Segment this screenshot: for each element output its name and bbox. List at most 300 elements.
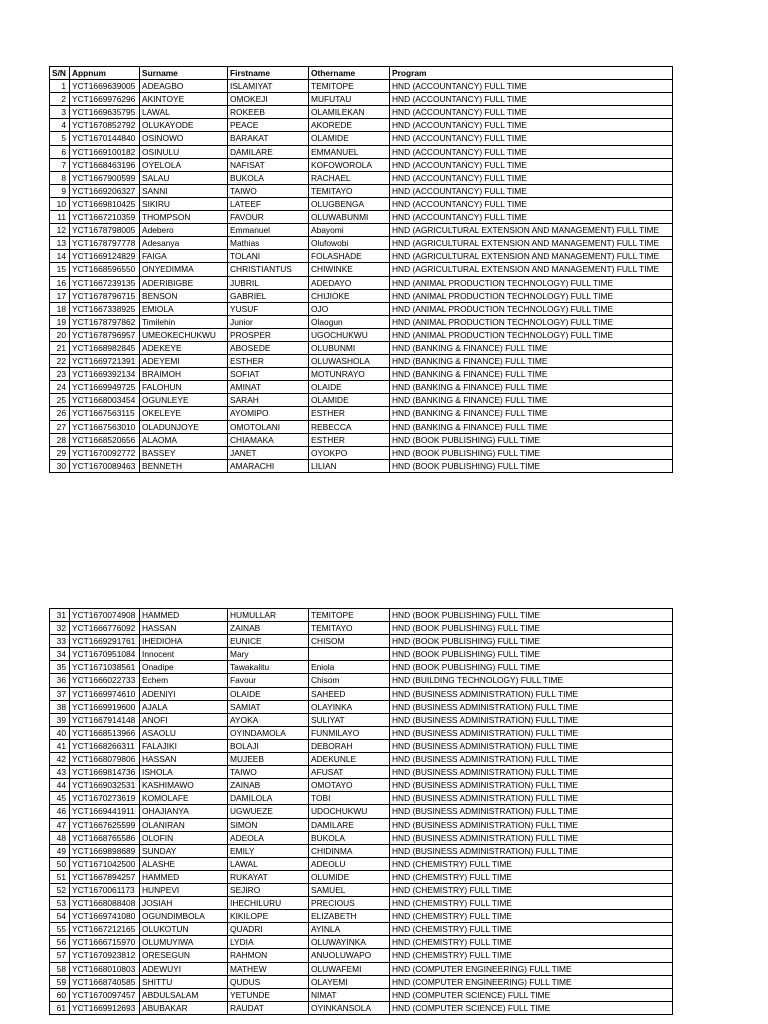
cell-surname: OYELOLA [140, 158, 228, 171]
cell-program: HND (BUSINESS ADMINISTRATION) FULL TIME [390, 779, 673, 792]
cell-surname: ONYEDIMMA [140, 263, 228, 276]
cell-othername: OLUWAYINKA [309, 936, 390, 949]
cell-firstname: SIMON [228, 818, 309, 831]
cell-othername: OLAMIDE [309, 394, 390, 407]
cell-appnum: YCT1668520656 [70, 433, 140, 446]
cell-surname: OSINOWO [140, 132, 228, 145]
cell-surname: OLUKAYODE [140, 119, 228, 132]
cell-surname: BENSON [140, 289, 228, 302]
cell-othername: DAMILARE [309, 818, 390, 831]
cell-program: HND (COMPUTER SCIENCE) FULL TIME [390, 1001, 673, 1014]
cell-othername: ELIZABETH [309, 910, 390, 923]
cell-firstname: FAVOUR [228, 211, 309, 224]
cell-surname: OHAJIANYA [140, 805, 228, 818]
cell-sn: 48 [50, 831, 70, 844]
cell-sn: 4 [50, 119, 70, 132]
cell-program: HND (BANKING & FINANCE) FULL TIME [390, 394, 673, 407]
cell-surname: AKINTOYE [140, 93, 228, 106]
cell-program: HND (ANIMAL PRODUCTION TECHNOLOGY) FULL TIME [390, 328, 673, 341]
cell-surname: OKELEYE [140, 407, 228, 420]
cell-othername: RACHAEL [309, 171, 390, 184]
cell-sn: 60 [50, 988, 70, 1001]
table-row [50, 276, 673, 289]
cell-othername: KOFOWOROLA [309, 158, 390, 171]
cell-surname: BRAIMOH [140, 368, 228, 381]
cell-appnum: YCT1671042500 [70, 857, 140, 870]
cell-surname: UMEOKECHUKWU [140, 328, 228, 341]
table-row [50, 897, 673, 910]
cell-sn: 15 [50, 263, 70, 276]
cell-firstname: LYDIA [228, 936, 309, 949]
cell-surname: ISHOLA [140, 766, 228, 779]
cell-program: HND (BANKING & FINANCE) FULL TIME [390, 420, 673, 433]
cell-sn: 57 [50, 949, 70, 962]
cell-surname: FALOHUN [140, 381, 228, 394]
table-row [50, 341, 673, 354]
cell-surname: ABUBAKAR [140, 1001, 228, 1014]
cell-program: HND (ANIMAL PRODUCTION TECHNOLOGY) FULL TIME [390, 315, 673, 328]
cell-othername: ANUOLUWAPO [309, 949, 390, 962]
cell-appnum: YCT1667563115 [70, 407, 140, 420]
cell-firstname: OMOTOLANI [228, 420, 309, 433]
cell-firstname: JANET [228, 446, 309, 459]
cell-program: HND (BOOK PUBLISHING) FULL TIME [390, 609, 673, 622]
cell-appnum: YCT1671038561 [70, 661, 140, 674]
cell-firstname: QUADRI [228, 923, 309, 936]
cell-sn: 55 [50, 923, 70, 936]
table-row [50, 302, 673, 315]
cell-firstname: ADEOLA [228, 831, 309, 844]
cell-surname: AJALA [140, 700, 228, 713]
cell-othername: OLUMIDE [309, 870, 390, 883]
cell-sn: 44 [50, 779, 70, 792]
cell-appnum: YCT1667914148 [70, 713, 140, 726]
cell-program: HND (ACCOUNTANCY) FULL TIME [390, 119, 673, 132]
table-row [50, 420, 673, 433]
cell-surname: SANNI [140, 184, 228, 197]
cell-firstname: HUMULLAR [228, 609, 309, 622]
cell-sn: 36 [50, 674, 70, 687]
cell-sn: 45 [50, 792, 70, 805]
cell-firstname: BOLAJI [228, 739, 309, 752]
table-row [50, 289, 673, 302]
cell-surname: OSINULU [140, 145, 228, 158]
cell-surname: OGUNLEYE [140, 394, 228, 407]
cell-sn: 43 [50, 766, 70, 779]
table-row [50, 106, 673, 119]
table-row [50, 368, 673, 381]
table-row [50, 870, 673, 883]
cell-othername: BUKOLA [309, 831, 390, 844]
cell-firstname: UGWUEZE [228, 805, 309, 818]
cell-firstname: Mary [228, 648, 309, 661]
cell-firstname: Favour [228, 674, 309, 687]
cell-surname: BENNETH [140, 459, 228, 472]
cell-sn: 30 [50, 459, 70, 472]
cell-program: HND (BUSINESS ADMINISTRATION) FULL TIME [390, 726, 673, 739]
cell-firstname: ISLAMIYAT [228, 80, 309, 93]
cell-appnum: YCT1678797778 [70, 237, 140, 250]
cell-surname: THOMPSON [140, 211, 228, 224]
cell-sn: 46 [50, 805, 70, 818]
cell-program: HND (BANKING & FINANCE) FULL TIME [390, 341, 673, 354]
cell-firstname: MUJEEB [228, 753, 309, 766]
cell-program: HND (CHEMISTRY) FULL TIME [390, 936, 673, 949]
cell-othername: OLUWAFEMI [309, 962, 390, 975]
cell-surname: Onadipe [140, 661, 228, 674]
table-row [50, 459, 673, 472]
cell-firstname: AMARACHI [228, 459, 309, 472]
cell-othername: FUNMILAYO [309, 726, 390, 739]
cell-program: HND (BANKING & FINANCE) FULL TIME [390, 407, 673, 420]
cell-surname: SALAU [140, 171, 228, 184]
cell-appnum: YCT1666776092 [70, 622, 140, 635]
table-row [50, 407, 673, 420]
cell-sn: 33 [50, 635, 70, 648]
cell-firstname: KIKILOPE [228, 910, 309, 923]
cell-othername: TEMITOPE [309, 80, 390, 93]
table-row [50, 433, 673, 446]
cell-appnum: YCT1669898689 [70, 844, 140, 857]
table-body [50, 609, 673, 1015]
cell-appnum: YCT1669814736 [70, 766, 140, 779]
cell-program: HND (AGRICULTURAL EXTENSION AND MANAGEMENT) FULL TIME [390, 263, 673, 276]
cell-sn: 6 [50, 145, 70, 158]
cell-othername: AYINLA [309, 923, 390, 936]
cell-firstname: ZAINAB [228, 622, 309, 635]
table-row [50, 381, 673, 394]
cell-othername: AFUSAT [309, 766, 390, 779]
cell-surname: ABDULSALAM [140, 988, 228, 1001]
table-row [50, 446, 673, 459]
cell-surname: OLUKOTUN [140, 923, 228, 936]
cell-appnum: YCT1669291761 [70, 635, 140, 648]
cell-firstname: Junior [228, 315, 309, 328]
table-row [50, 975, 673, 988]
table-row [50, 622, 673, 635]
cell-firstname: ZAINAB [228, 779, 309, 792]
cell-firstname: SARAH [228, 394, 309, 407]
cell-othername: CHIJIOKE [309, 289, 390, 302]
cell-sn: 40 [50, 726, 70, 739]
cell-program: HND (BUILDING TECHNOLOGY) FULL TIME [390, 674, 673, 687]
cell-othername: REBECCA [309, 420, 390, 433]
cell-appnum: YCT1666715970 [70, 936, 140, 949]
table-row [50, 609, 673, 622]
cell-surname: OLANIRAN [140, 818, 228, 831]
cell-program: HND (BOOK PUBLISHING) FULL TIME [390, 635, 673, 648]
cell-program: HND (ACCOUNTANCY) FULL TIME [390, 158, 673, 171]
cell-othername: SULIYAT [309, 713, 390, 726]
cell-surname: Adesanya [140, 237, 228, 250]
table-row [50, 844, 673, 857]
cell-program: HND (BOOK PUBLISHING) FULL TIME [390, 648, 673, 661]
cell-sn: 23 [50, 368, 70, 381]
cell-appnum: YCT1667338925 [70, 302, 140, 315]
cell-surname: KOMOLAFE [140, 792, 228, 805]
cell-othername [309, 648, 390, 661]
cell-othername: ADEOLU [309, 857, 390, 870]
cell-sn: 7 [50, 158, 70, 171]
cell-othername: FOLASHADE [309, 250, 390, 263]
header-sn: S/N [50, 67, 70, 80]
cell-sn: 1 [50, 80, 70, 93]
cell-surname: ALASHE [140, 857, 228, 870]
cell-program: HND (BOOK PUBLISHING) FULL TIME [390, 661, 673, 674]
cell-othername: Abayomi [309, 224, 390, 237]
cell-appnum: YCT1669912693 [70, 1001, 140, 1014]
cell-sn: 26 [50, 407, 70, 420]
table-row [50, 250, 673, 263]
table-row [50, 394, 673, 407]
cell-sn: 39 [50, 713, 70, 726]
cell-surname: ADEKEYE [140, 341, 228, 354]
cell-surname: Timilehin [140, 315, 228, 328]
cell-appnum: YCT1668463196 [70, 158, 140, 171]
cell-appnum: YCT1667900599 [70, 171, 140, 184]
cell-program: HND (AGRICULTURAL EXTENSION AND MANAGEMENT) FULL TIME [390, 224, 673, 237]
cell-appnum: YCT1668079806 [70, 753, 140, 766]
cell-appnum: YCT1670273619 [70, 792, 140, 805]
cell-program: HND (CHEMISTRY) FULL TIME [390, 857, 673, 870]
table-row [50, 263, 673, 276]
cell-firstname: Tawakalitu [228, 661, 309, 674]
header-othername: Othername [309, 67, 390, 80]
cell-surname: HAMMED [140, 609, 228, 622]
cell-program: HND (BANKING & FINANCE) FULL TIME [390, 355, 673, 368]
cell-surname: HASSAN [140, 622, 228, 635]
cell-program: HND (CHEMISTRY) FULL TIME [390, 923, 673, 936]
cell-firstname: BUKOLA [228, 171, 309, 184]
cell-surname: SHITTU [140, 975, 228, 988]
cell-program: HND (ANIMAL PRODUCTION TECHNOLOGY) FULL TIME [390, 302, 673, 315]
cell-othername: Olufowobi [309, 237, 390, 250]
cell-firstname: TAIWO [228, 184, 309, 197]
cell-firstname: OMOKEJI [228, 93, 309, 106]
cell-firstname: BARAKAT [228, 132, 309, 145]
cell-program: HND (CHEMISTRY) FULL TIME [390, 897, 673, 910]
cell-sn: 20 [50, 328, 70, 341]
cell-sn: 32 [50, 622, 70, 635]
cell-firstname: LAWAL [228, 857, 309, 870]
table-row [50, 857, 673, 870]
cell-surname: SIKIRU [140, 197, 228, 210]
table-row [50, 237, 673, 250]
cell-sn: 58 [50, 962, 70, 975]
table-row [50, 145, 673, 158]
table-row [50, 211, 673, 224]
cell-sn: 41 [50, 739, 70, 752]
cell-othername: OLUBUNMI [309, 341, 390, 354]
cell-othername: CHIWINKE [309, 263, 390, 276]
cell-appnum: YCT1668003454 [70, 394, 140, 407]
cell-othername: ADEKUNLE [309, 753, 390, 766]
cell-othername: OYINKANSOLA [309, 1001, 390, 1014]
cell-appnum: YCT1667212165 [70, 923, 140, 936]
cell-sn: 10 [50, 197, 70, 210]
cell-othername: OJO [309, 302, 390, 315]
cell-appnum: YCT1667563010 [70, 420, 140, 433]
cell-othername: OYOKPO [309, 446, 390, 459]
cell-appnum: YCT1670951084 [70, 648, 140, 661]
cell-othername: LILIAN [309, 459, 390, 472]
cell-firstname: ROKEEB [228, 106, 309, 119]
cell-surname: OLOFIN [140, 831, 228, 844]
cell-sn: 12 [50, 224, 70, 237]
cell-firstname: ESTHER [228, 355, 309, 368]
header-firstname: Firstname [228, 67, 309, 80]
cell-program: HND (BUSINESS ADMINISTRATION) FULL TIME [390, 844, 673, 857]
cell-program: HND (ACCOUNTANCY) FULL TIME [390, 197, 673, 210]
cell-appnum: YCT1670061173 [70, 883, 140, 896]
cell-appnum: YCT1678797862 [70, 315, 140, 328]
cell-firstname: EUNICE [228, 635, 309, 648]
cell-othername: SAMUEL [309, 883, 390, 896]
cell-program: HND (BUSINESS ADMINISTRATION) FULL TIME [390, 753, 673, 766]
cell-firstname: JUBRIL [228, 276, 309, 289]
cell-program: HND (BOOK PUBLISHING) FULL TIME [390, 446, 673, 459]
cell-surname: SUNDAY [140, 844, 228, 857]
cell-firstname: TAIWO [228, 766, 309, 779]
cell-appnum: YCT1669976296 [70, 93, 140, 106]
cell-surname: ANOFI [140, 713, 228, 726]
cell-othername: SAHEED [309, 687, 390, 700]
cell-sn: 14 [50, 250, 70, 263]
cell-sn: 28 [50, 433, 70, 446]
cell-firstname: NAFISAT [228, 158, 309, 171]
cell-firstname: IHECHILURU [228, 897, 309, 910]
cell-sn: 29 [50, 446, 70, 459]
cell-othername: Olaogun [309, 315, 390, 328]
table-row [50, 315, 673, 328]
cell-surname: Adebero [140, 224, 228, 237]
cell-sn: 19 [50, 315, 70, 328]
cell-sn: 51 [50, 870, 70, 883]
cell-firstname: CHIAMAKA [228, 433, 309, 446]
cell-program: HND (BUSINESS ADMINISTRATION) FULL TIME [390, 766, 673, 779]
cell-program: HND (AGRICULTURAL EXTENSION AND MANAGEMENT) FULL TIME [390, 237, 673, 250]
cell-sn: 27 [50, 420, 70, 433]
cell-program: HND (ANIMAL PRODUCTION TECHNOLOGY) FULL TIME [390, 289, 673, 302]
cell-appnum: YCT1669441911 [70, 805, 140, 818]
cell-sn: 52 [50, 883, 70, 896]
cell-surname: OLADUNJOYE [140, 420, 228, 433]
table-row [50, 962, 673, 975]
cell-program: HND (ACCOUNTANCY) FULL TIME [390, 80, 673, 93]
table-row [50, 883, 673, 896]
table-row [50, 949, 673, 962]
cell-sn: 49 [50, 844, 70, 857]
cell-othername: MUFUTAU [309, 93, 390, 106]
cell-surname: ORESEGUN [140, 949, 228, 962]
cell-firstname: EMILY [228, 844, 309, 857]
cell-sn: 31 [50, 609, 70, 622]
cell-sn: 13 [50, 237, 70, 250]
cell-appnum: YCT1670092772 [70, 446, 140, 459]
cell-firstname: CHRISTIANTUS [228, 263, 309, 276]
cell-program: HND (COMPUTER ENGINEERING) FULL TIME [390, 962, 673, 975]
cell-surname: FAIGA [140, 250, 228, 263]
table-row [50, 171, 673, 184]
table-row [50, 700, 673, 713]
cell-othername: TOBI [309, 792, 390, 805]
cell-firstname: Emmanuel [228, 224, 309, 237]
table-row [50, 766, 673, 779]
cell-othername: OLAYEMI [309, 975, 390, 988]
cell-sn: 56 [50, 936, 70, 949]
cell-program: HND (CHEMISTRY) FULL TIME [390, 910, 673, 923]
admission-list-table-page-1 [49, 66, 673, 473]
cell-appnum: YCT1666022733 [70, 674, 140, 687]
cell-firstname: YUSUF [228, 302, 309, 315]
cell-othername: OMOTAYO [309, 779, 390, 792]
cell-surname: HUNPEVI [140, 883, 228, 896]
cell-sn: 34 [50, 648, 70, 661]
cell-appnum: YCT1668266311 [70, 739, 140, 752]
cell-program: HND (BUSINESS ADMINISTRATION) FULL TIME [390, 792, 673, 805]
table-row [50, 648, 673, 661]
cell-firstname: SAMIAT [228, 700, 309, 713]
cell-appnum: YCT1670074908 [70, 609, 140, 622]
cell-surname: HASSAN [140, 753, 228, 766]
table-row [50, 805, 673, 818]
cell-othername: OLUWABUNMI [309, 211, 390, 224]
cell-surname: ADEAGBO [140, 80, 228, 93]
header-surname: Surname [140, 67, 228, 80]
cell-program: HND (ACCOUNTANCY) FULL TIME [390, 184, 673, 197]
cell-surname: ASAOLU [140, 726, 228, 739]
table-row [50, 936, 673, 949]
admission-list-table-page-2 [49, 608, 673, 1015]
cell-othername: PRECIOUS [309, 897, 390, 910]
cell-surname: ADEYEMI [140, 355, 228, 368]
cell-appnum: YCT1669919600 [70, 700, 140, 713]
cell-surname: ADERIBIGBE [140, 276, 228, 289]
cell-sn: 61 [50, 1001, 70, 1014]
cell-surname: JOSIAH [140, 897, 228, 910]
cell-firstname: RAHMON [228, 949, 309, 962]
cell-firstname: AYOMIPO [228, 407, 309, 420]
cell-firstname: LATEEF [228, 197, 309, 210]
cell-program: HND (BUSINESS ADMINISTRATION) FULL TIME [390, 818, 673, 831]
cell-othername: Chisom [309, 674, 390, 687]
cell-appnum: YCT1669974610 [70, 687, 140, 700]
cell-sn: 47 [50, 818, 70, 831]
table-row [50, 224, 673, 237]
cell-othername: CHISOM [309, 635, 390, 648]
cell-program: HND (ACCOUNTANCY) FULL TIME [390, 106, 673, 119]
cell-othername: MOTUNRAYO [309, 368, 390, 381]
cell-program: HND (CHEMISTRY) FULL TIME [390, 949, 673, 962]
table-row [50, 779, 673, 792]
cell-sn: 50 [50, 857, 70, 870]
table-row [50, 158, 673, 171]
cell-program: HND (BUSINESS ADMINISTRATION) FULL TIME [390, 687, 673, 700]
cell-sn: 9 [50, 184, 70, 197]
cell-sn: 54 [50, 910, 70, 923]
cell-firstname: GABRIEL [228, 289, 309, 302]
cell-appnum: YCT1669206327 [70, 184, 140, 197]
cell-surname: KASHIMAWO [140, 779, 228, 792]
cell-othername: ESTHER [309, 433, 390, 446]
cell-firstname: PEACE [228, 119, 309, 132]
cell-othername: TEMITAYO [309, 184, 390, 197]
cell-surname: IHEDIOHA [140, 635, 228, 648]
cell-sn: 22 [50, 355, 70, 368]
cell-surname: OLUMUYIWA [140, 936, 228, 949]
table-row [50, 687, 673, 700]
cell-appnum: YCT1670089463 [70, 459, 140, 472]
